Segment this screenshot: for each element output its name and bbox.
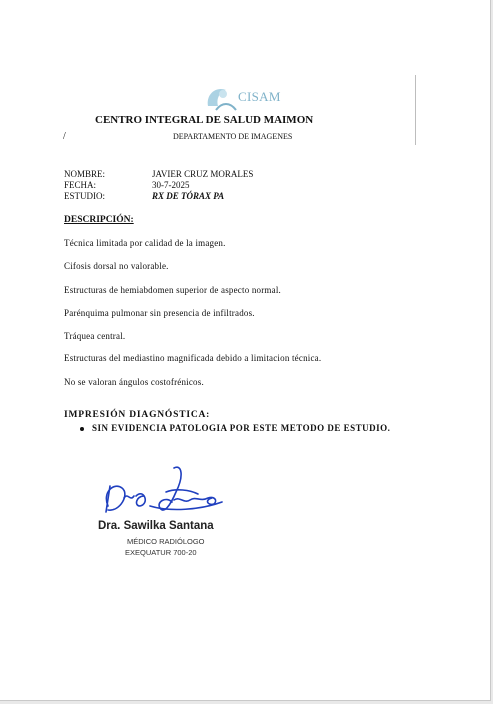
name-label: NOMBRE: <box>64 169 106 179</box>
finding-paragraph: Tráquea central. <box>64 331 126 341</box>
finding-paragraph: Técnica limitada por calidad de la imagen. <box>64 238 226 248</box>
date-value: 30-7-2025 <box>152 180 190 190</box>
description-heading: DESCRIPCIÓN: <box>64 215 134 225</box>
signature-icon <box>100 462 230 524</box>
date-label: FECHA: <box>64 180 97 190</box>
impression-heading: IMPRESIÓN DIAGNÓSTICA: <box>64 410 211 420</box>
text-cursor-mark: / <box>63 131 66 142</box>
finding-paragraph: No se valoran ángulos costofrénicos. <box>64 377 204 387</box>
finding-paragraph: Estructuras de hemiabdomen superior de aspecto normal. <box>64 285 281 295</box>
finding-paragraph: Estructuras del mediastino magnificada debido a limitacion técnica. <box>64 353 322 363</box>
impression-text: SIN EVIDENCIA PATOLOGIA POR ESTE METODO DE ESTUDIO. <box>92 423 391 433</box>
department-label: DEPARTAMENTO DE IMAGENES <box>173 132 293 141</box>
bullet-icon <box>80 427 84 431</box>
center-title: CENTRO INTEGRAL DE SALUD MAIMON <box>95 114 314 126</box>
finding-paragraph: Parénquima pulmonar sin presencia de infiltrados. <box>64 308 255 318</box>
doctor-role: MÉDICO RADIÓLOGO <box>127 537 205 546</box>
doctor-exequatur: EXEQUATUR 700-20 <box>125 548 197 557</box>
impression-item <box>80 423 390 433</box>
study-value: RX DE TÓRAX PA <box>152 191 225 201</box>
finding-paragraph: Cifosis dorsal no valorable. <box>64 261 169 271</box>
study-label: ESTUDIO: <box>64 191 105 201</box>
name-value: JAVIER CRUZ MORALES <box>152 169 254 179</box>
logo-text: CISAM <box>238 89 281 104</box>
doctor-name: Dra. Sawilka Santana <box>98 520 214 532</box>
margin-line <box>415 75 416 145</box>
